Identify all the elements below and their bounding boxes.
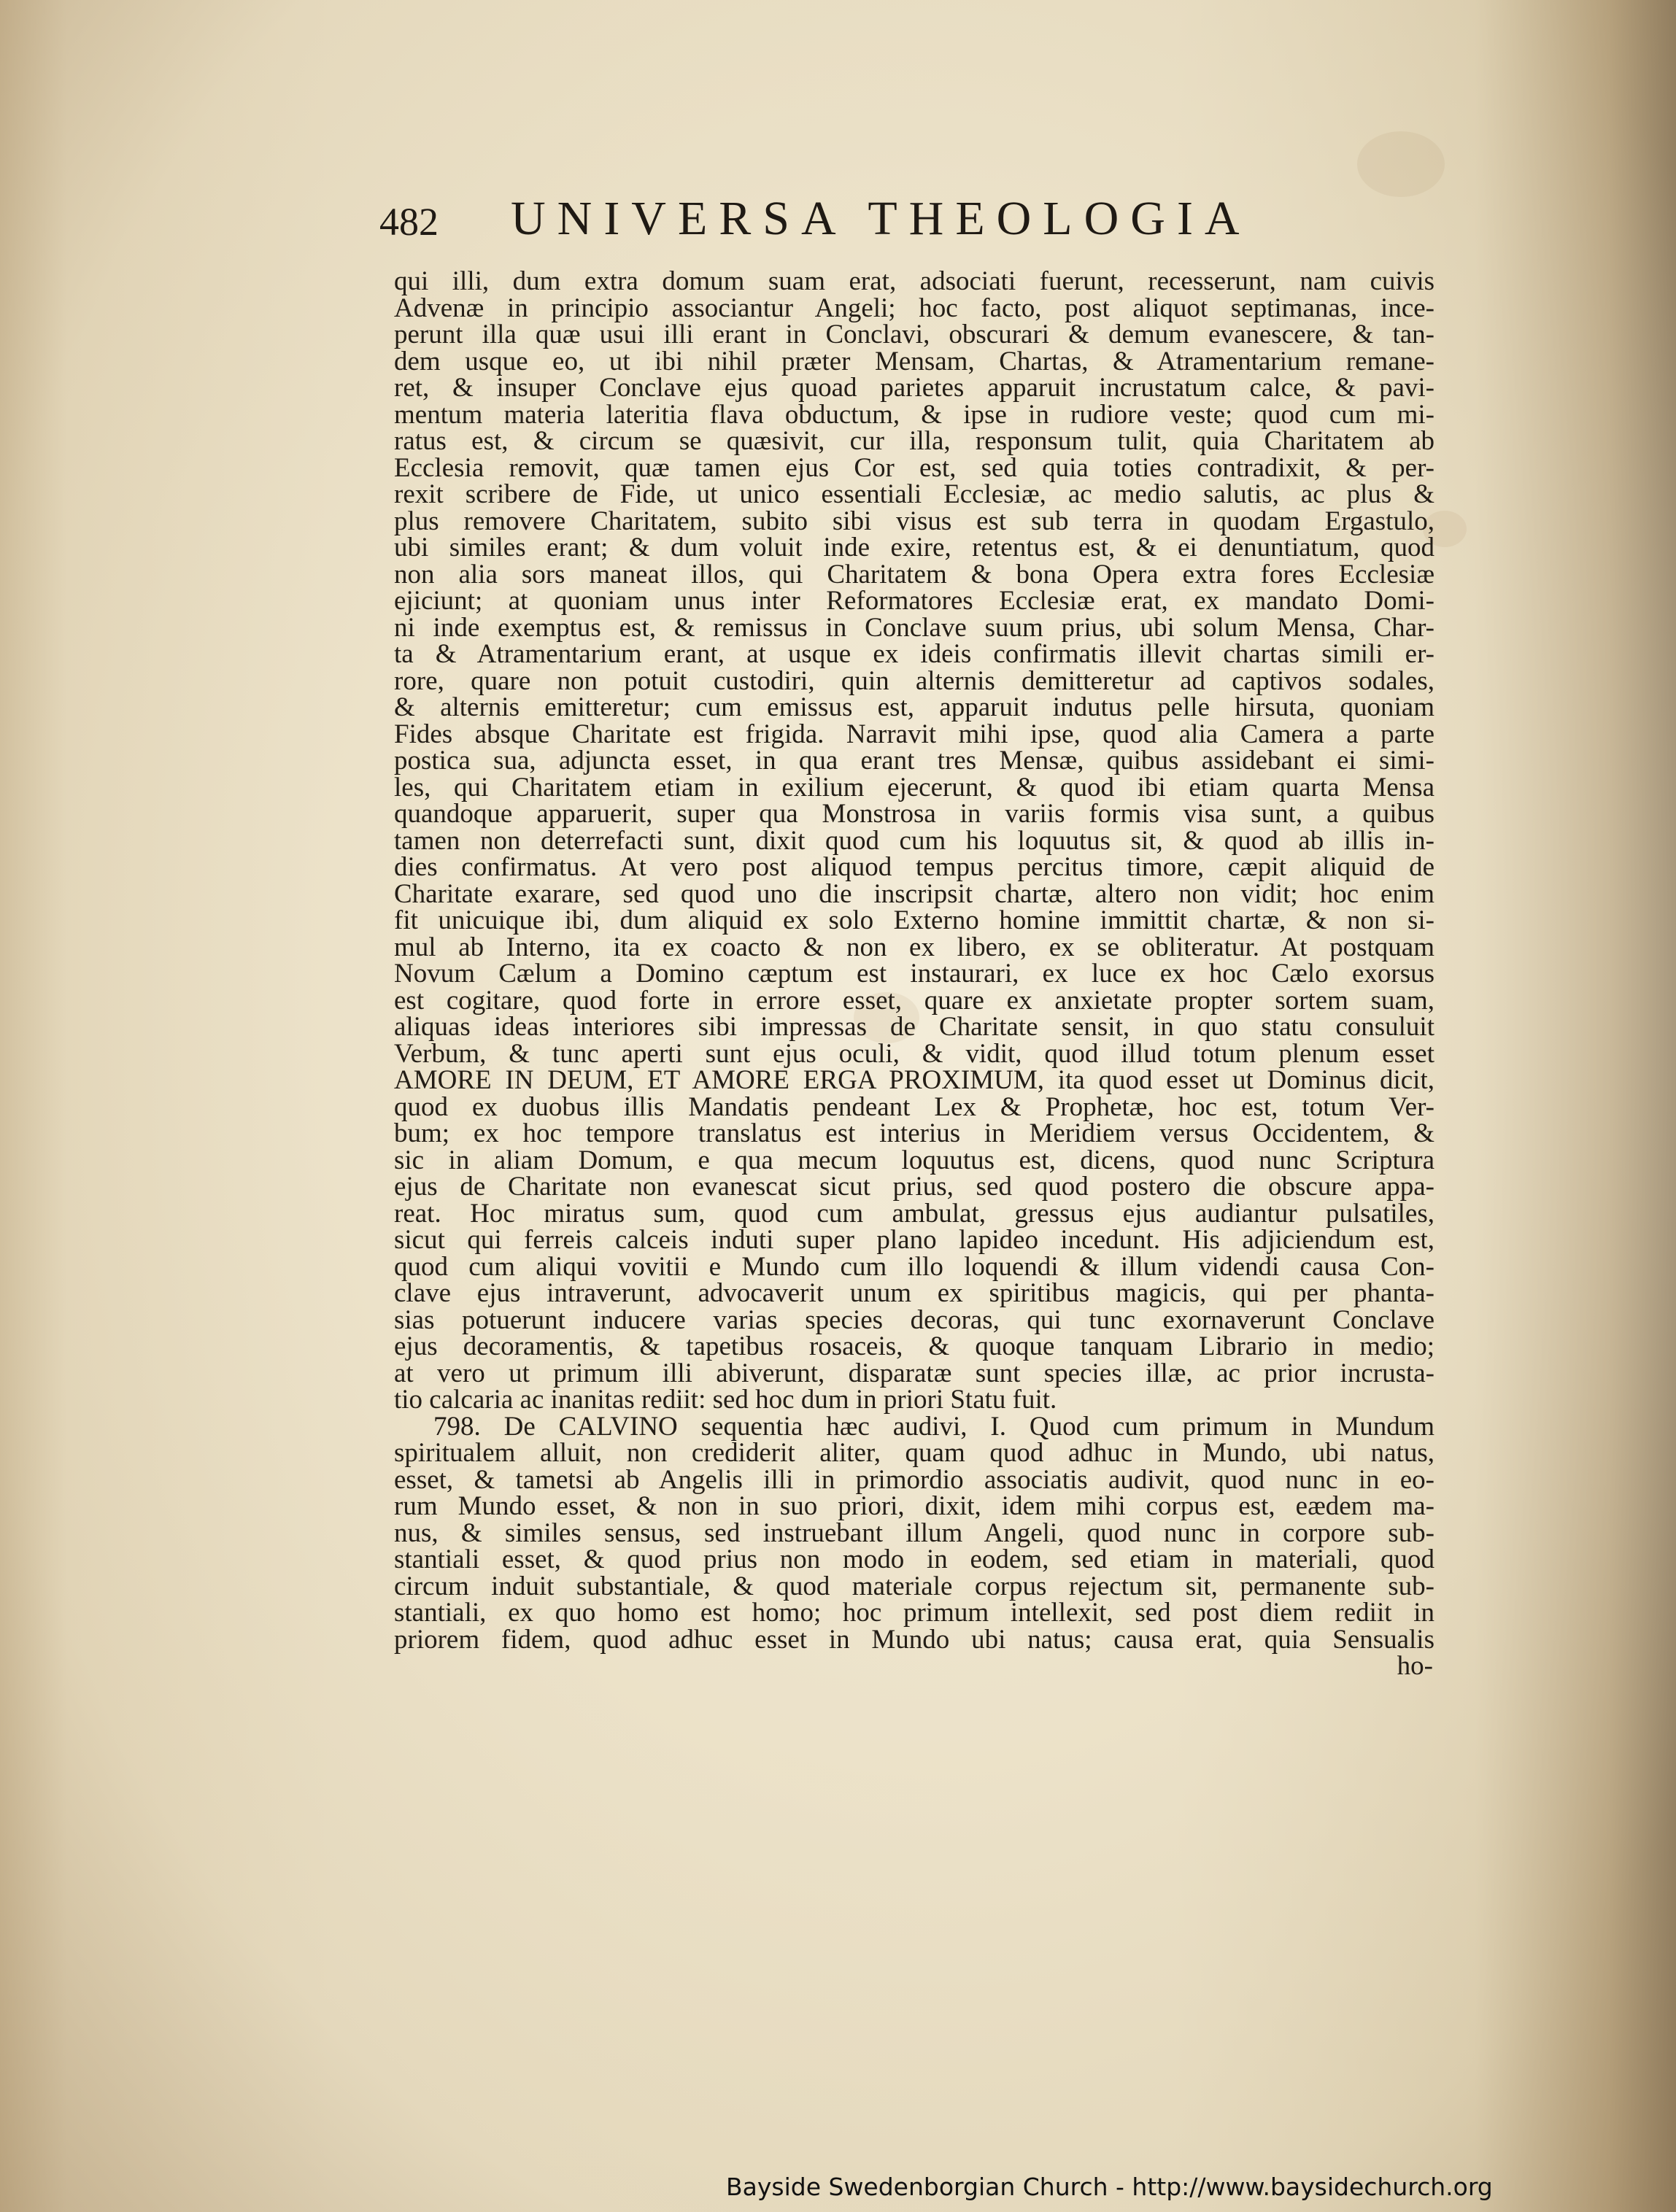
text-line: aliquas ideas interiores sibi impressas de Charitate sensit, in quo statu consuluit bbox=[394, 1012, 1434, 1042]
text-line: ejus decoramentis, & tapetibus rosaceis, & quoque tanquam Librario in medio; bbox=[394, 1331, 1434, 1361]
text-line: dies confirmatus. At vero post aliquod tempus percitus timore, cæpit aliquid de bbox=[394, 852, 1434, 882]
text-line: postica sua, adjuncta esset, in qua erant tres Mensæ, quibus assidebant ei simi- bbox=[394, 746, 1434, 776]
paragraph-798-line: priorem fidem, quod adhuc esset in Mundo ubi natus; causa erat, quia Sensualis bbox=[394, 1624, 1434, 1655]
text-line: Advenæ in principio associantur Angeli; hoc facto, post aliquot septimanas, ince- bbox=[394, 293, 1434, 323]
text-line: ratus est, & circum se quæsivit, cur illa, responsum tulit, quia Charitatem ab bbox=[394, 426, 1434, 456]
text-line: qui illi, dum extra domum suam erat, adsociati fuerunt, recesserunt, nam cuivis bbox=[394, 266, 1434, 296]
text-line: mul ab Interno, ita ex coacto & non ex libero, ex se obliteratur. At postquam bbox=[394, 932, 1434, 962]
body-text bbox=[394, 268, 1434, 1680]
text-line: les, qui Charitatem etiam in exilium ejecerunt, & quod ibi etiam quarta Mensa bbox=[394, 772, 1434, 803]
text-line: Ecclesia removit, quæ tamen ejus Cor est, sed quia toties contradixit, & per- bbox=[394, 452, 1434, 483]
text-line: ni inde exemptus est, & remissus in Conclave suum prius, ubi solum Mensa, Char- bbox=[394, 612, 1434, 643]
text-line: ta & Atramentarium erant, at usque ex ideis confirmatis illevit chartas simili er- bbox=[394, 639, 1434, 669]
paragraph-798-line: circum induit substantiale, & quod materiale corpus rejectum sit, permanente sub- bbox=[394, 1571, 1434, 1601]
text-line: dem usque eo, ut ibi nihil præter Mensam, Chartas, & Atramentarium remane- bbox=[394, 346, 1434, 376]
text-line: Novum Cælum a Domino cæptum est instaurari, ex luce ex hoc Cælo exorsus bbox=[394, 959, 1434, 989]
text-line: tamen non deterrefacti sunt, dixit quod cum his loquutus sit, & quod ab illis in- bbox=[394, 825, 1434, 856]
text-line: est cogitare, quod forte in errore esset, quare ex anxietate propter sortem suam, bbox=[394, 985, 1434, 1016]
text-line: clave ejus intraverunt, advocaverit unum ex spiritibus magicis, qui per phanta- bbox=[394, 1278, 1434, 1308]
text-line: plus removere Charitatem, subito sibi visus est sub terra in quodam Ergastulo, bbox=[394, 506, 1434, 536]
text-line: at vero ut primum illi abiverunt, disparatæ sunt species illæ, ac prior incrusta- bbox=[394, 1358, 1434, 1388]
paragraph-798-line: stantiali, ex quo homo est homo; hoc primum intellexit, sed post diem rediit in bbox=[394, 1598, 1434, 1628]
paper-stain bbox=[1357, 131, 1445, 197]
text-line: tio calcaria ac inanitas rediit: sed hoc dum in priori Statu fuit. bbox=[394, 1385, 1057, 1415]
paragraph-798-line: rum Mundo esset, & non in suo priori, dixit, idem mihi corpus est, eædem ma- bbox=[394, 1491, 1434, 1521]
text-line: Verbum, & tunc aperti sunt ejus oculi, & vidit, quod illud totum plenum esset bbox=[394, 1038, 1434, 1069]
text-line: perunt illa quæ usui illi erant in Conclavi, obscurari & demum evanescere, & tan- bbox=[394, 320, 1434, 349]
paragraph-798-line: 798. De CALVINO sequentia hæc audivi, I. Quod cum primum in Mundum bbox=[433, 1411, 1434, 1442]
text-line: rore, quare non potuit custodiri, quin alternis demitteretur ad captivos sodales, bbox=[394, 665, 1434, 696]
text-line: quod ex duobus illis Mandatis pendeant Lex & Prophetæ, hoc est, totum Ver- bbox=[394, 1091, 1434, 1122]
text-line: ejiciunt; at quoniam unus inter Reformatores Ecclesiæ erat, ex mandato Domi- bbox=[394, 586, 1434, 616]
paragraph-798-line: stantiali esset, & quod prius non modo in eodem, sed etiam in materiali, quod bbox=[394, 1544, 1434, 1574]
text-line: quod cum aliqui vovitii e Mundo cum illo loquendi & illum videndi causa Con- bbox=[394, 1251, 1434, 1282]
text-line: ejus de Charitate non evanescat sicut prius, sed quod postero die obscure appa- bbox=[394, 1172, 1434, 1202]
text-line: non alia sors maneat illos, qui Charitatem & bona Opera extra fores Ecclesiæ bbox=[394, 559, 1434, 589]
text-line: Charitate exarare, sed quod uno die inscripsit chartæ, altero non vidit; hoc enim bbox=[394, 878, 1434, 909]
text-line: bum; ex hoc tempore translatus est interius in Meridiem versus Occidentem, & bbox=[394, 1118, 1434, 1148]
text-line: rexit scribere de Fide, ut unico essentiali Ecclesiæ, ac medio salutis, ac plus & bbox=[394, 479, 1434, 509]
text-line: & alternis emitteretur; cum emissus est, apparuit indutus pelle hirsuta, quoniam bbox=[394, 692, 1434, 722]
text-line: Fides absque Charitate est frigida. Narravit mihi ipse, quod alia Camera a parte bbox=[394, 719, 1434, 749]
paragraph-798-line: esset, & tametsi ab Angelis illi in primordio associatis audivit, quod nunc in eo- bbox=[394, 1464, 1434, 1495]
paragraph-798-line: nus, & similes sensus, sed instruebant illum Angeli, quod nunc in corpore sub- bbox=[394, 1517, 1434, 1548]
catchword: ho- bbox=[1397, 1651, 1433, 1681]
text-line: ret, & insuper Conclave ejus quoad parietes apparuit incrustatum calce, & pavi- bbox=[394, 373, 1434, 403]
text-line: sicut qui ferreis calceis induti super plano lapideo incedunt. His adjiciendum est, bbox=[394, 1225, 1434, 1255]
watermark-text: Bayside Swedenborgian Church - http://www.baysidechurch.org bbox=[726, 2173, 1493, 2201]
text-line: reat. Hoc miratus sum, quod cum ambulat, gressus ejus audiantur pulsatiles, bbox=[394, 1198, 1434, 1229]
page-title: UNIVERSA THEOLOGIA bbox=[511, 192, 1251, 245]
text-line: fit unicuique ibi, dum aliquid ex solo Externo homine immittit chartæ, & non si- bbox=[394, 905, 1434, 935]
running-head bbox=[379, 191, 1350, 250]
text-line: quandoque apparuerit, super qua Monstrosa in variis formis visa sunt, a quibus bbox=[394, 799, 1434, 829]
paragraph-798-line: spiritualem alluit, non crediderit aliter, quam quod adhuc in Mundo, ubi natus, bbox=[394, 1438, 1434, 1468]
text-line: sias potuerunt inducere varias species decoras, qui tunc exornaverunt Conclave bbox=[394, 1304, 1434, 1335]
text-line: mentum materia lateritia flava obductum, & ipse in rudiore veste; quod cum mi- bbox=[394, 399, 1434, 430]
text-line: sic in aliam Domum, e qua mecum loquutus est, dicens, quod nunc Scriptura bbox=[394, 1145, 1434, 1175]
text-line: ubi similes erant; & dum voluit inde exire, retentus est, & ei denuntiatum, quod bbox=[394, 533, 1434, 562]
page-number: 482 bbox=[379, 200, 439, 244]
text-line: AMORE IN DEUM, ET AMORE ERGA PROXIMUM, ita quod esset ut Dominus dicit, bbox=[394, 1065, 1434, 1095]
